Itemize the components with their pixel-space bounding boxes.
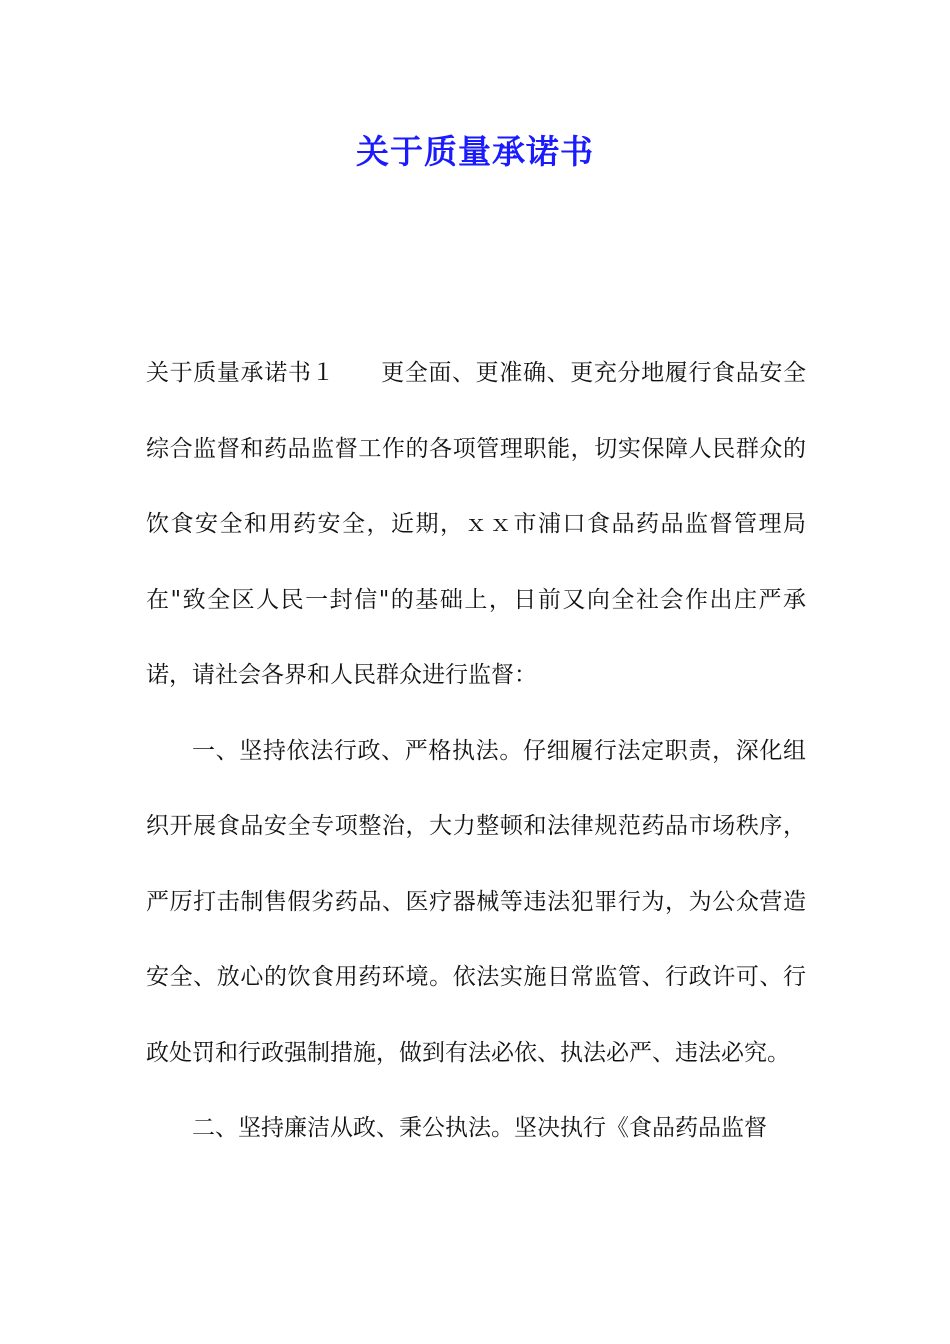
document-body — [146, 336, 806, 1167]
intro-text: 更全面、更准确、更充分地履行食品安全综合监督和药品监督工作的各项管理职能，切实保障人民群众的饮食安全和用药安全，近期，ｘｘ市浦口食品药品监督管理局在"致全区人民一封信"的基础上，日前又向全社会作出庄严承诺，请社会各界和人民群众进行监督： — [146, 360, 807, 688]
document-title: 关于质量承诺书 — [356, 132, 594, 171]
paragraph-item-2: 二、坚持廉洁从政、秉公执法。坚决执行《食品药品监督 — [192, 1115, 767, 1141]
intro-heading: 关于质量承诺书１ — [146, 360, 336, 386]
paragraph-intro — [146, 336, 806, 714]
paragraph-item-1: 一、坚持依法行政、严格执法。仔细履行法定职责，深化组织开展食品安全专项整治，大力整顿和法律规范药品市场秩序，严厉打击制售假劣药品、医疗器械等违法犯罪行为，为公众营造安全、放心的饮食用药环境。依法实施日常监管、行政许可、行政处罚和行政强制措施，做到有法必依、执法必严、违法必究。 — [146, 737, 806, 1066]
